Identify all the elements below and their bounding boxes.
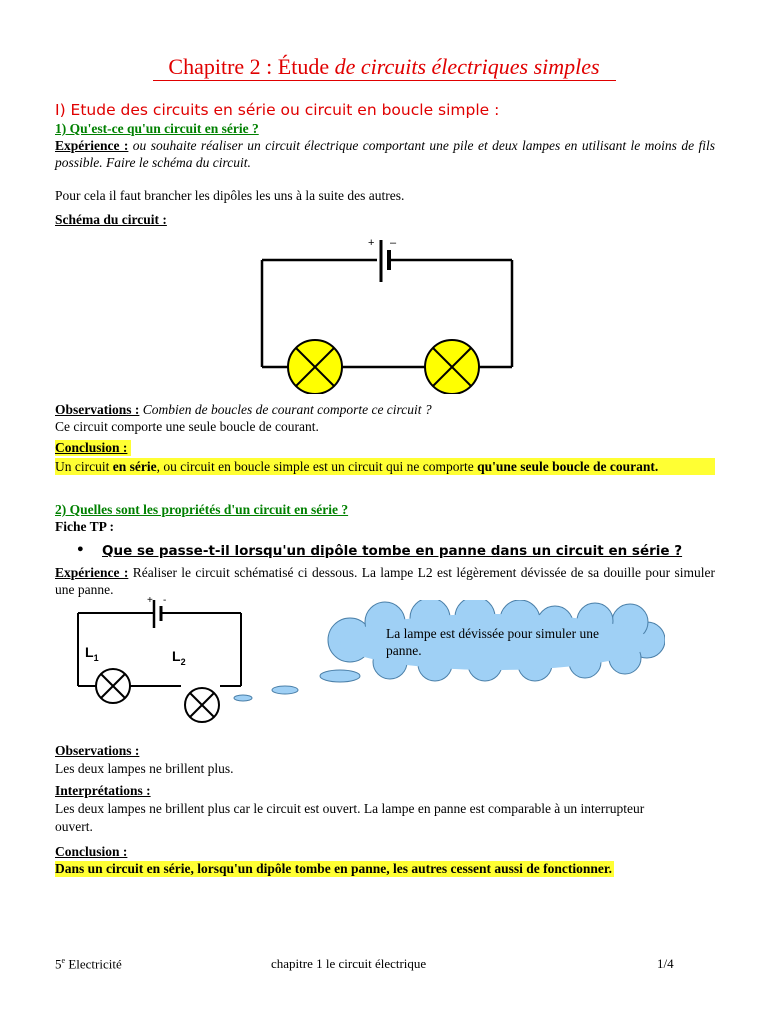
conclusion2-label: Conclusion : — [55, 844, 128, 859]
bullet-question: Que se passe-t-il lorsqu'un dipôle tombe en panne dans un circuit en série ? — [102, 543, 683, 559]
label-l2: $L_2$ — [172, 648, 186, 667]
experience-paragraph — [55, 137, 715, 171]
minus-sign: – — [390, 237, 397, 249]
experience2-paragraph — [55, 564, 715, 598]
series-circuit-diagram — [255, 232, 520, 394]
fiche-tp-label: Fiche TP : — [55, 519, 114, 534]
label-l1: $L_1$ — [85, 644, 99, 663]
observations-answer: Ce circuit comporte une seule boucle de courant. — [55, 419, 319, 434]
schema-label: Schéma du circuit : — [55, 212, 167, 227]
question-2: 2) Quelles sont les propriétés d'un circuit en série ? — [55, 502, 349, 517]
footer-left — [55, 956, 122, 972]
footer-grade: 5 — [55, 956, 62, 972]
lamp-l1 — [96, 669, 130, 703]
interpretations-text: Les deux lampes ne brillent plus car le circuit est ouvert. La lampe en panne est comparable à un interrupteur ouvert. — [55, 801, 645, 834]
question-1: 1) Qu'est-ce qu'un circuit en série ? — [55, 121, 259, 136]
section-heading: I) Etude des circuits en série ou circuit en boucle simple : — [55, 101, 500, 119]
conclusion-paragraph — [55, 458, 715, 475]
footer-subject: Electricité — [65, 956, 122, 972]
observations2-text: Les deux lampes ne brillent plus. — [55, 761, 234, 776]
cloud-bubble-small — [234, 695, 252, 701]
cloud-text: La lampe est dévissée pour simuler une panne. — [386, 626, 599, 658]
lamp-1 — [288, 340, 342, 394]
cloud-bubble-large — [320, 670, 360, 682]
cloud-bubble-medium — [272, 686, 298, 694]
lamp-l2 — [185, 688, 219, 722]
pour-cela-text: Pour cela il faut brancher les dipôles les uns à la suite des autres. — [55, 188, 405, 203]
observations2-label: Observations : — [55, 743, 140, 758]
plus-sign: + — [368, 237, 375, 249]
conclusion-part1: Un circuit — [55, 459, 113, 474]
page-title — [0, 54, 768, 80]
conclusion-bold1: en série — [112, 459, 157, 474]
conclusion2-text: Dans un circuit en série, lorsqu'un dipôle tombe en panne, les autres cessent aussi de fonctionner. — [55, 861, 613, 876]
experience-text: ou souhaite réaliser un circuit électrique comportant une pile et deux lampes en utilisant le moins de fils possible. Faire le schéma du circuit. — [55, 138, 715, 170]
conclusion-label: Conclusion : — [55, 440, 131, 456]
experience2-text: Réaliser le circuit schématisé ci dessous. La lampe L2 est légèrement dévissée de sa douille pour simuler une panne. — [55, 565, 715, 597]
footer-grade-sup: e — [61, 956, 66, 965]
experience2-label: Expérience : — [55, 565, 129, 580]
experience-label: Expérience : — [55, 138, 129, 153]
footer-page-number: 1/4 — [657, 956, 674, 971]
observations-question — [55, 401, 715, 418]
title-underline — [153, 80, 616, 81]
bullet-dot: • — [76, 542, 85, 558]
conclusion-part2: , ou circuit en boucle simple est un circuit qui ne comporte — [156, 459, 478, 474]
observations-label: Observations : — [55, 402, 140, 417]
conclusion-bold2: qu'une seule boucle de courant. — [477, 459, 659, 474]
title-part1: Chapitre 2 : Étude — [168, 54, 335, 79]
footer-center: chapitre 1 le circuit électrique — [271, 956, 427, 971]
minus-sign-2: - — [163, 595, 167, 606]
title-part2: de circuits électriques simples — [334, 54, 600, 79]
interpretations-label: Interprétations : — [55, 783, 151, 798]
plus-sign-2: + — [147, 595, 153, 606]
observations-question-text: Combien de boucles de courant comporte ce circuit ? — [139, 402, 432, 417]
lamp-2 — [425, 340, 479, 394]
